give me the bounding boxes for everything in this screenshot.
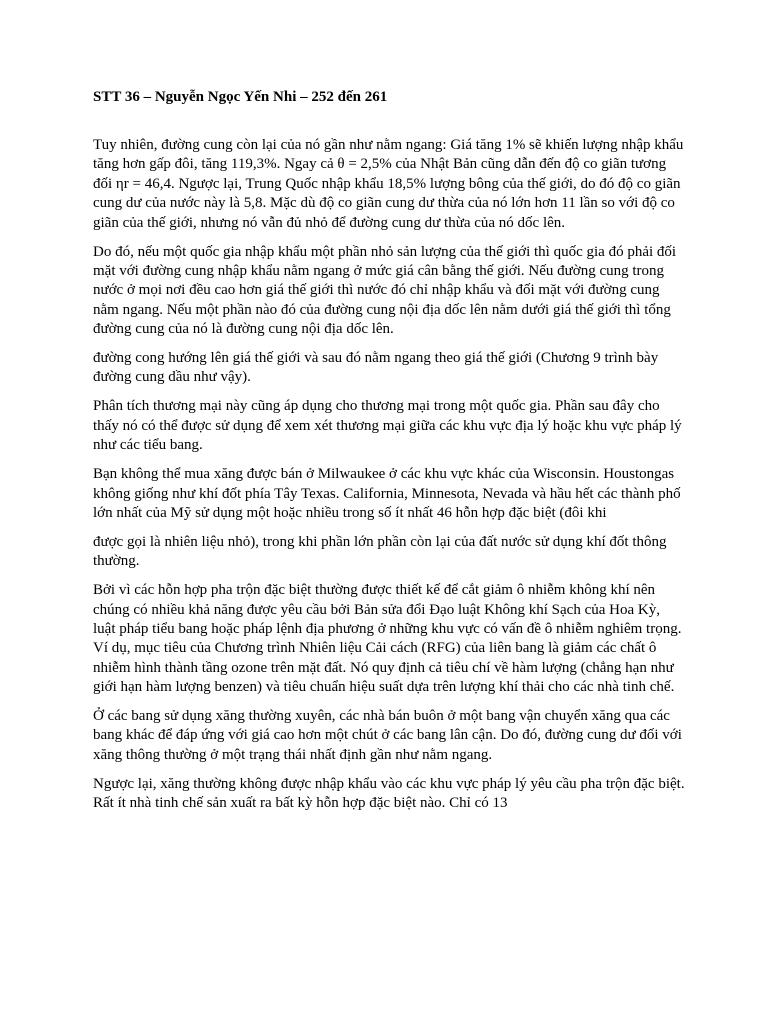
- paragraph: được gọi là nhiên liệu nhỏ), trong khi phần lớn phần còn lại của đất nước sử dụng khí đốt thông thường.: [93, 533, 667, 570]
- paragraph: Ngược lại, xăng thường không được nhập khẩu vào các khu vực pháp lý yêu cầu pha trộn đặc biệt. Rất ít nhà tinh chế sản xuất ra bất kỳ hỗn hợp đặc biệt nào. Chỉ có 13: [93, 775, 685, 812]
- paragraph: đường cong hướng lên giá thế giới và sau đó nằm ngang theo giá thế giới (Chương 9 trình bày đường cung dầu như vậy).: [93, 350, 659, 386]
- paragraph: Bạn không thể mua xăng được bán ở Milwaukee ở các khu vực khác của Wisconsin. Houstongas không giống như khí đốt phía Tây Texas. California, Minnesota, Nevada và hầu hết các thành phố lớn nhất của Mỹ sử dụng một hoặc nhiều trong số ít nhất 46 hỗn hợp đặc biệt (đôi khi: [93, 466, 681, 521]
- paragraph: Bởi vì các hỗn hợp pha trộn đặc biệt thường được thiết kế để cắt giảm ô nhiễm không khí nên chúng có nhiều khả năng được yêu cầu bởi Bản sửa đổi Đạo luật Không khí Sạch của Hoa Kỳ, luật pháp tiểu bang hoặc pháp lệnh địa phương ở những khu vực có vấn đề ô nhiễm nghiêm trọng. Ví dụ, mục tiêu của Chương trình Nhiên liệu Cải cách (RFG) của liên bang là giảm các chất ô nhiễm hình thành tầng ozone trên mặt đất. Nó quy định cả tiêu chí về hàm lượng (chẳng hạn như giới hạn hàm lượng benzen) và tiêu chuẩn hiệu suất dựa trên lượng khí thải cho các nhà tinh chế.: [93, 582, 682, 696]
- paragraph: Tuy nhiên, đường cung còn lại của nó gần như nằm ngang: Giá tăng 1% sẽ khiến lượng nhập khẩu tăng hơn gấp đôi, tăng 119,3%. Ngay cả θ = 2,5% của Nhật Bản cũng dẫn đến độ co giãn tương đối ηr = 46,4. Ngược lại, Trung Quốc nhập khẩu 18,5% lượng bông của thế giới, do đó độ co giãn cung dư của nước này là 5,8. Mặc dù độ co giãn cung dư thừa của nó lớn hơn 11 lần so với độ co giãn của thế giới, nhưng nó vẫn đủ nhỏ để đường cung dư thừa của nó dốc lên.: [93, 137, 684, 231]
- paragraph: Phân tích thương mại này cũng áp dụng cho thương mại trong một quốc gia. Phần sau đây cho thấy nó có thể được sử dụng để xem xét thương mại giữa các khu vực địa lý hoặc khu vực pháp lý như các tiểu bang.: [93, 398, 682, 454]
- document-title: STT 36 – Nguyễn Ngọc Yến Nhi – 252 đến 261: [93, 89, 388, 105]
- paragraph: Ở các bang sử dụng xăng thường xuyên, các nhà bán buôn ở một bang vận chuyển xăng qua các bang khác để đáp ứng với giá cao hơn một chút ở các bang lân cận. Do đó, đường cung dư đối với xăng thông thường ở một trạng thái nhất định gần như nằm ngang.: [93, 708, 682, 763]
- paragraph: Do đó, nếu một quốc gia nhập khẩu một phần nhỏ sản lượng của thế giới thì quốc gia đó phải đối mặt với đường cung nhập khẩu nằm ngang ở mức giá cân bằng thế giới. Nếu đường cung trong nước ở mọi nơi đều cao hơn giá thế giới thì nước đó chỉ nhập khẩu và đối mặt với đường cung nằm ngang. Nếu một phần nào đó của đường cung nội địa dốc lên nằm dưới giá thế giới thì tổng đường cung của nó là đường cung nội địa dốc lên.: [93, 243, 677, 338]
- document-body: [93, 136, 685, 823]
